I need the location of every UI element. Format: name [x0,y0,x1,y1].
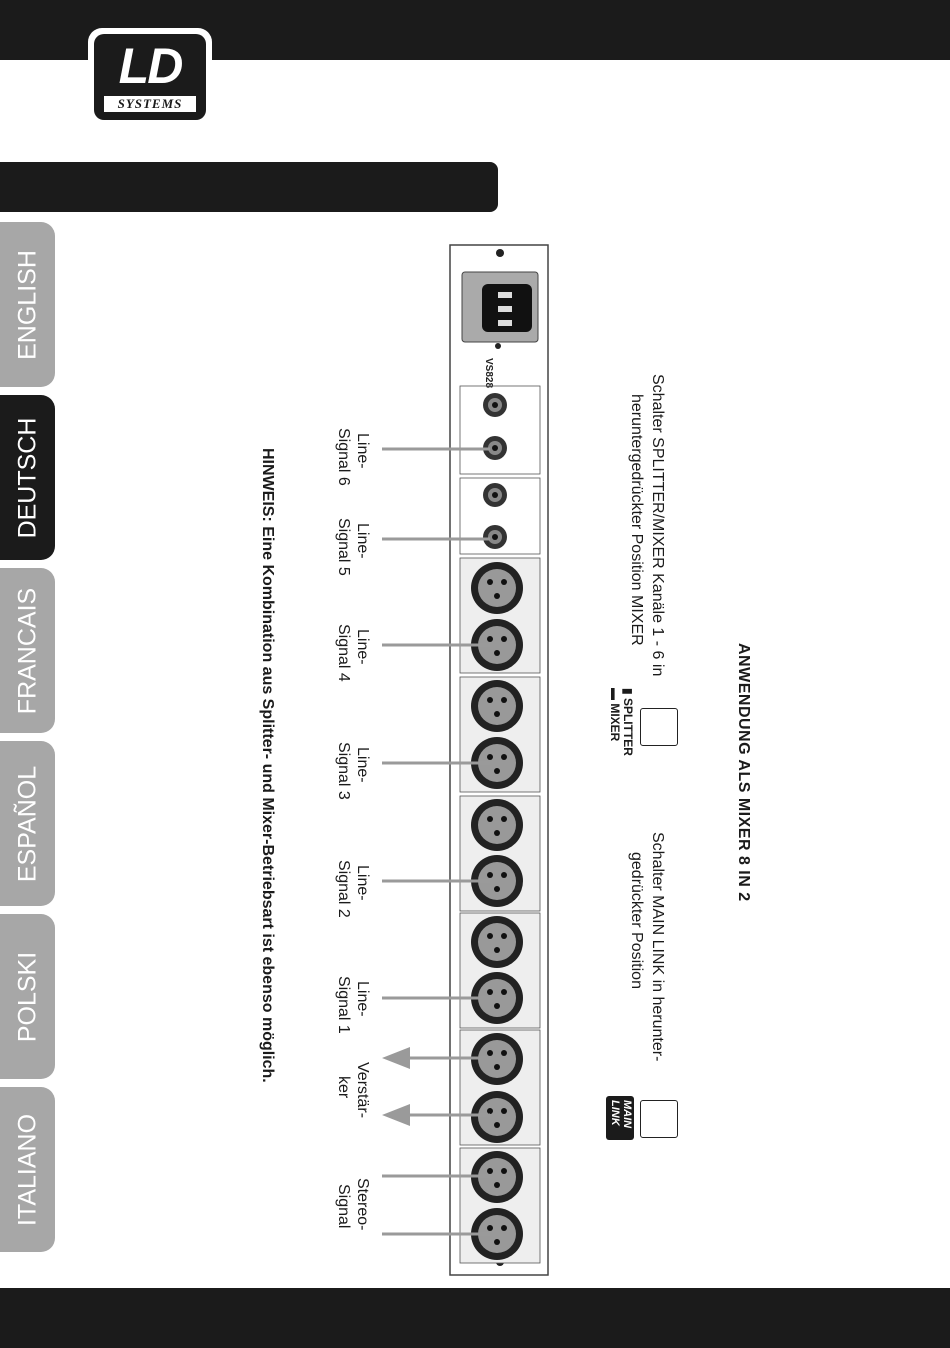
line-signal-3-label [334,742,372,800]
main-link-icon [606,1096,634,1140]
model-label: VS828 [483,358,494,389]
splitter-label: SPLITTER [621,697,635,756]
description-line: Schalter SPLITTER/MIXER Kanäle 1 - 6 in [649,374,666,677]
label-line: Line- [354,865,371,901]
label-line: Stereo- [354,1178,371,1231]
section-title-bar [0,162,498,212]
line-signal-4-label [334,624,372,682]
label-line: Signal 1 [335,976,352,1034]
line-signal-1-label [334,976,372,1034]
label-line: ker [335,1076,352,1099]
tab-label: ESPAÑOL [13,765,41,882]
section-heading: ANWENDUNG ALS MIXER 8 IN 2 [735,643,752,902]
tab-label: ITALIANO [13,1113,41,1226]
tab-francais[interactable] [0,568,55,733]
label-line: Line- [354,981,371,1017]
splitter-mixer-switch[interactable] [640,708,678,746]
main-link-icon-line: LINK [609,1100,621,1126]
line-signal-6-label [334,428,372,486]
switch-up-icon: ▮ [621,688,635,698]
label-line: Signal 4 [335,624,352,682]
label-line: Signal 5 [335,518,352,576]
logo-subtext: SYSTEMS [104,96,196,112]
logo-text: LD [118,38,182,94]
description-line: gedrückter Position [628,852,645,989]
label-line: Signal 2 [335,860,352,918]
mainlink-switch[interactable] [640,1100,678,1138]
main-link-icon-line: MAIN [621,1100,633,1129]
tab-english[interactable] [0,222,55,387]
tab-label: FRANCAIS [13,587,41,714]
description-line: Schalter MAIN LINK in herunter- [649,832,666,1062]
tab-polski[interactable] [0,914,55,1079]
label-line: Signal 6 [335,428,352,486]
description-line: heruntergedrückter Position MIXER [628,394,645,646]
mixer-label: MIXER [608,703,622,742]
line-signal-5-label [334,518,372,576]
footer-bar [0,1288,950,1348]
ld-systems-logo [88,28,212,126]
tab-label: ENGLISH [13,249,41,360]
tab-deutsch[interactable] [0,395,55,560]
label-line: Line- [354,433,371,469]
line-signal-2-label [334,860,372,918]
tab-label: DEUTSCH [13,417,41,538]
tab-italiano[interactable] [0,1087,55,1252]
splitter-mixer-legend [608,688,634,756]
connection-arrows [370,430,500,1250]
label-line: Signal [335,1184,352,1229]
splitter-switch-description [626,374,668,676]
stereo-signal-label [334,1178,372,1230]
label-line: Signal 3 [335,742,352,800]
label-line: Line- [354,523,371,559]
switch-down-icon: ▬ [608,688,622,704]
mainlink-switch-description [626,832,668,1061]
amplifier-label [334,1062,372,1118]
label-line: Line- [354,629,371,665]
note-text: HINWEIS: Eine Kombination aus Splitter- und Mixer-Betriebsart ist ebenso möglich. [259,448,276,1083]
tab-espanol[interactable] [0,741,55,906]
label-line: Line- [354,747,371,783]
label-line: Verstär- [354,1062,371,1119]
tab-label: POLSKI [13,951,41,1042]
